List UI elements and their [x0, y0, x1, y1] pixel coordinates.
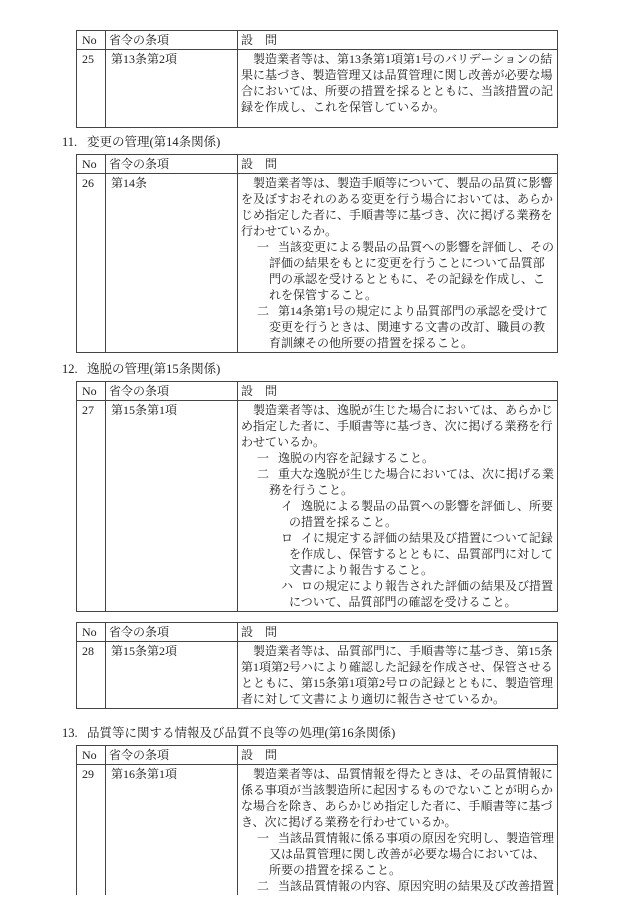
- checklist-section: [62, 361, 562, 612]
- checklist-section: [62, 725, 562, 895]
- header-question: 設 問: [238, 746, 558, 765]
- section-heading: [62, 725, 562, 742]
- item-label: イ: [281, 499, 294, 513]
- question-table: [76, 30, 558, 128]
- item-text: 逸脱の内容を記録すること。: [278, 451, 435, 465]
- header-no: No: [77, 382, 106, 401]
- question-table: [76, 622, 558, 709]
- item-label: 二: [257, 467, 270, 481]
- header-question: 設 問: [238, 31, 558, 50]
- item-label: 一: [257, 240, 270, 254]
- question-paragraph: [241, 450, 554, 466]
- section-heading: [62, 134, 562, 151]
- item-text: 当該変更による製品の品質への影響を評価し、その評価の結果をもとに変更を行うことについて品質部門の承認を受けるとともに、その記録を作成し、これを保管すること。: [269, 240, 555, 302]
- question-table: [76, 154, 558, 353]
- item-text: 製造業者等は、品質部門に、手順書等に基づき、第15条第1項第2号ハにより確認した記録を作成させ、保管させるとともに、第15条第1項第2号ロの記録とともに、製造管理者に対して文書により適切に報告させているか。: [241, 644, 554, 706]
- question-paragraph: [241, 175, 554, 239]
- question-cell: [238, 642, 558, 709]
- row-number-cell: 25: [77, 50, 106, 128]
- item-label: ロ: [281, 531, 294, 545]
- checklist-section: [62, 134, 562, 353]
- checklist-section: [62, 622, 562, 709]
- section-title: 逸脱の管理(第15条関係): [87, 362, 221, 376]
- question-cell: [238, 765, 558, 896]
- item-label: ハ: [281, 579, 294, 593]
- section-number: 12.: [62, 362, 78, 376]
- header-question: 設 問: [238, 155, 558, 174]
- header-article: 省令の条項: [106, 746, 238, 765]
- table-row: [77, 401, 558, 612]
- question-paragraph: [241, 498, 554, 530]
- article-cell: 第13条第2項: [106, 50, 238, 128]
- item-text: 重大な逸脱が生じた場合においては、次に掲げる業務を行うこと。: [269, 467, 555, 497]
- question-paragraph: [241, 303, 554, 351]
- table-row: [77, 50, 558, 128]
- section-number: 13.: [62, 726, 78, 740]
- row-number-cell: 26: [77, 174, 106, 353]
- row-number-cell: 29: [77, 765, 106, 896]
- section-heading: [62, 361, 562, 378]
- article-cell: 第15条第2項: [106, 642, 238, 709]
- item-text: イに規定する評価の結果及び措置について記録を作成し、保管するとともに、品質部門に対して文書により報告すること。: [289, 531, 554, 577]
- item-text: 当該品質情報に係る事項の原因を究明し、製造管理又は品質管理に関し改善が必要な場合においては、所要の措置を採ること。: [269, 831, 555, 877]
- header-no: No: [77, 623, 106, 642]
- item-text: ロの規定により報告された評価の結果及び措置について、品質部門の確認を受けること。: [289, 579, 554, 609]
- question-table: [76, 745, 558, 895]
- question-cell: [238, 174, 558, 353]
- article-cell: 第15条第1項: [106, 401, 238, 612]
- item-label: 一: [257, 451, 270, 465]
- question-cell: [238, 50, 558, 128]
- table-row: [77, 765, 558, 896]
- header-question: 設 問: [238, 382, 558, 401]
- header-no: No: [77, 746, 106, 765]
- header-no: No: [77, 155, 106, 174]
- section-number: 11.: [62, 135, 78, 149]
- question-paragraph: [241, 402, 554, 450]
- header-article: 省令の条項: [106, 155, 238, 174]
- question-table: [76, 381, 558, 612]
- header-article: 省令の条項: [106, 382, 238, 401]
- table-header-row: [77, 746, 558, 765]
- article-cell: 第16条第1項: [106, 765, 238, 896]
- gmp-checklist-content: [62, 30, 562, 901]
- question-paragraph: [241, 830, 554, 878]
- table-row: [77, 642, 558, 709]
- item-text: 製造業者等は、品質情報を得たときは、その品質情報に係る事項が当該製造所に起因するものでないことが明らかな場合を除き、あらかじめ指定した者に、手順書等に基づき、次に掲げる業務を行わせているか。: [241, 767, 554, 829]
- section-title: 変更の管理(第14条関係): [87, 135, 221, 149]
- header-article: 省令の条項: [106, 31, 238, 50]
- table-header-row: [77, 623, 558, 642]
- question-paragraph: [241, 578, 554, 610]
- section-title: 品質等に関する情報及び品質不良等の処理(第16条関係): [87, 726, 396, 740]
- item-text: 製造業者等は、第13条第1項第1号のバリデーションの結果に基づき、製造管理又は品質管理に関し改善が必要な場合においては、所要の措置を採るとともに、当該措置の記録を作成し、これを保管しているか。: [241, 52, 554, 114]
- question-paragraph: [241, 466, 554, 498]
- header-question: 設 問: [238, 623, 558, 642]
- header-no: No: [77, 31, 106, 50]
- item-text: 製造業者等は、逸脱が生じた場合においては、あらかじめ指定した者に、手順書等に基づき、次に掲げる業務を行わせているか。: [241, 403, 554, 449]
- table-header-row: [77, 155, 558, 174]
- item-text: 当該品質情報の内容、原因究明の結果及び改善措置: [278, 879, 555, 893]
- item-text: 製造業者等は、製造手順等について、製品の品質に影響を及ぼすおそれのある変更を行う場合においては、あらかじめ指定した者に、手順書等に基づき、次に掲げる業務を行わせているか。: [241, 176, 554, 238]
- question-cell: [238, 401, 558, 612]
- row-number-cell: 27: [77, 401, 106, 612]
- header-article: 省令の条項: [106, 623, 238, 642]
- table-header-row: [77, 382, 558, 401]
- table-row: [77, 174, 558, 353]
- question-paragraph: [241, 239, 554, 303]
- row-number-cell: 28: [77, 642, 106, 709]
- item-text: 逸脱による製品の品質への影響を評価し、所要の措置を採ること。: [289, 499, 554, 529]
- table-header-row: [77, 31, 558, 50]
- item-label: 二: [257, 304, 270, 318]
- article-cell: 第14条: [106, 174, 238, 353]
- item-label: 二: [257, 879, 270, 893]
- question-paragraph: [241, 51, 554, 115]
- item-text: 第14条第1号の規定により品質部門の承認を受けて変更を行うときは、関連する文書の改訂、職員の教育訓練その他所要の措置を採ること。: [269, 304, 549, 350]
- question-paragraph: [241, 878, 554, 894]
- question-paragraph: [241, 530, 554, 578]
- checklist-section: [62, 30, 562, 128]
- question-paragraph: [241, 643, 554, 707]
- question-paragraph: [241, 766, 554, 830]
- item-label: 一: [257, 831, 270, 845]
